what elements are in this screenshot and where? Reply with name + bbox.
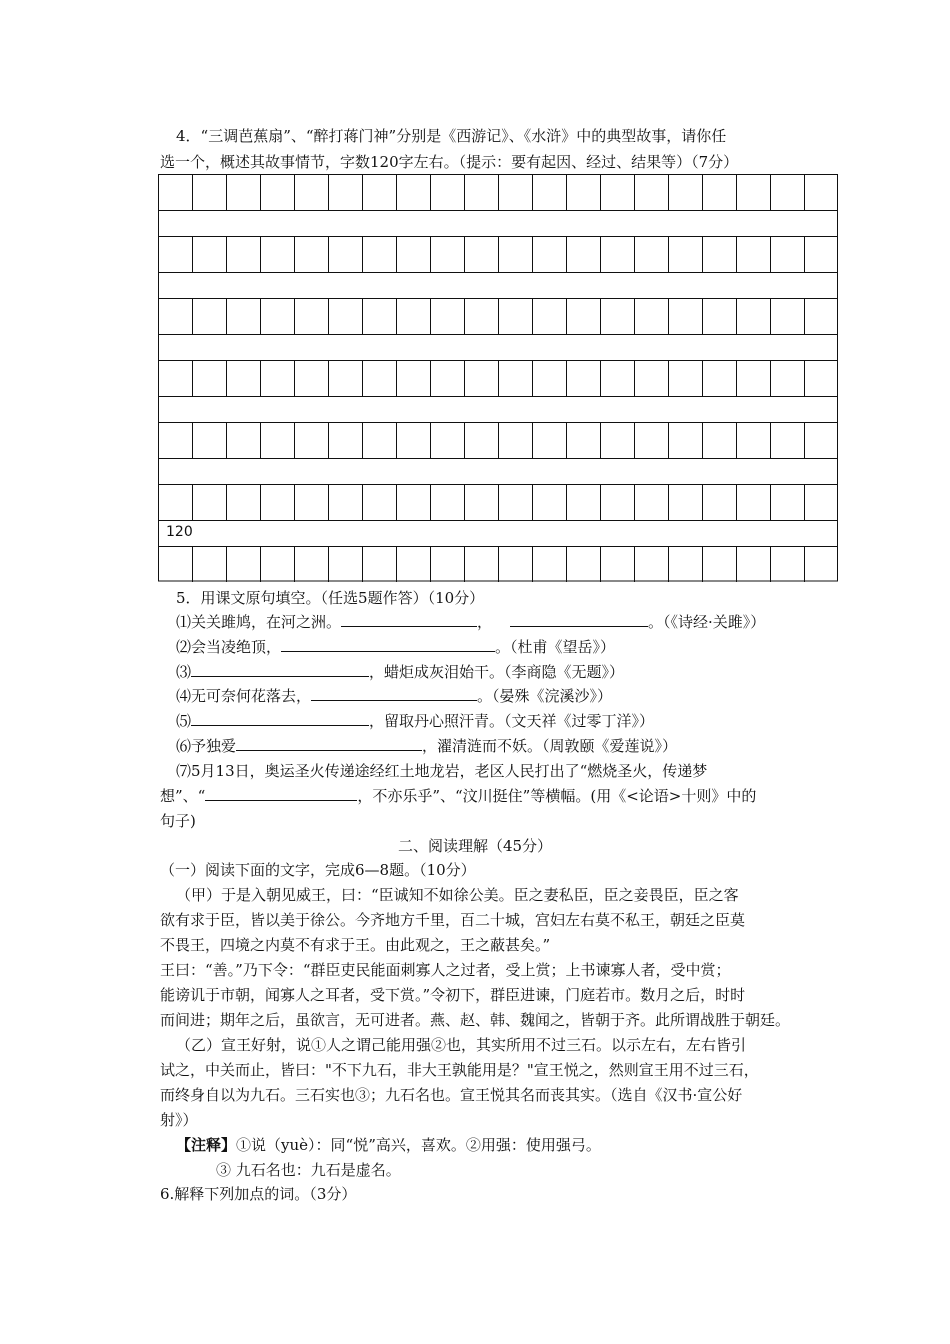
q5-item3-text-b: ，蜡炬成灰泪始干。（李商隐《无题》） bbox=[369, 663, 625, 681]
q5-item4-text-a: ⑷无可奈何花落去， bbox=[176, 687, 312, 705]
q5-item4-text-b: 。（晏殊《浣溪沙》） bbox=[477, 687, 613, 705]
q4-line2: 选一个，概述其故事情节，字数120字左右。（提示：要有起因、经过、结果等）（7分） bbox=[160, 153, 739, 171]
q5-item6 bbox=[176, 736, 677, 756]
q5-item1-text-b: ， bbox=[477, 613, 493, 631]
grid-count-marker: 120 bbox=[166, 524, 193, 540]
q5-item7-text-b: ，不亦乐乎”、“汶川挺住”等横幅。(用《<论语>十则》中的 bbox=[357, 787, 757, 805]
q5-item1-blank-2[interactable] bbox=[510, 612, 648, 627]
writing-grid-lines bbox=[158, 174, 838, 582]
q4-line1: 4．“三调芭蕉扇”、“醉打蒋门神”分别是《西游记》、《水浒》中的典型故事，请你任 bbox=[176, 127, 727, 145]
q5-item6-text-a: ⑹予独爱 bbox=[176, 737, 237, 755]
section2-title: 二、阅读理解（45分） bbox=[397, 837, 553, 855]
q5-item2-text-a: ⑵会当凌绝顶， bbox=[176, 638, 282, 656]
passage-jia-line4: 王曰：“善。”乃下令：“群臣吏民能面刺寡人之过者，受上赏；上书谏寡人者，受中赏； bbox=[160, 961, 731, 979]
q5-item3 bbox=[176, 662, 624, 682]
passage-yi-line3: 而终身自以为九石。三石实也③；九石名也。宣王悦其名而丧其实。（选自《汉书·宣公好 bbox=[160, 1086, 743, 1104]
q5-item2-text-b: 。（杜甫《望岳》） bbox=[495, 638, 616, 656]
passage-jia-line5: 能谤讥于市朝，闻寡人之耳者，受下赏。”令初下，群臣进谏，门庭若市。数月之后，时时 bbox=[160, 986, 746, 1004]
q5-item7-line2 bbox=[160, 786, 756, 806]
q5-item3-text-a: ⑶ bbox=[176, 663, 192, 681]
q5-item2-blank[interactable] bbox=[281, 637, 495, 652]
writing-grid[interactable] bbox=[158, 174, 838, 582]
passage-jia-line3: 不畏王，四境之内莫不有求于王。由此观之，王之蔽甚矣。” bbox=[160, 936, 551, 954]
q5-item4 bbox=[176, 686, 612, 706]
q5-item5-text-b: ，留取丹心照汗青。（文天祥《过零丁洋》） bbox=[369, 712, 655, 730]
q5-item1-blank-1[interactable] bbox=[341, 612, 477, 627]
q5-item4-blank[interactable] bbox=[311, 686, 477, 701]
q5-item1 bbox=[176, 612, 765, 632]
notes-text-1: ①说（yuè）：同“悦”高兴，喜欢。②用强：使用强弓。 bbox=[236, 1136, 601, 1154]
q5-item6-text-b: ，濯清涟而不妖。（周敦颐《爱莲说》） bbox=[422, 737, 678, 755]
q5-title: 5．用课文原句填空。（任选5题作答）（10分） bbox=[176, 589, 485, 607]
q5-item7-line3: 句子) bbox=[160, 812, 196, 830]
section2-part1: （一）阅读下面的文字，完成6—8题。（10分） bbox=[160, 861, 476, 879]
q5-item3-blank[interactable] bbox=[191, 662, 369, 677]
passage-jia-line2: 欲有求于臣，皆以美于徐公。今齐地方千里，百二十城，宫妇左右莫不私王，朝廷之臣莫 bbox=[160, 911, 746, 929]
q5-item7-line1: ⑺5月13日，奥运圣火传递途经红土地龙岩，老区人民打出了“燃烧圣火，传递梦 bbox=[176, 762, 708, 780]
passage-jia-line6: 而间进；期年之后，虽欲言，无可进者。燕、赵、韩、魏闻之，皆朝于齐。此所谓战胜于朝廷。 bbox=[160, 1011, 791, 1029]
passage-yi-line2: 试之，中关而止，皆曰："不下九石，非大王孰能用是？"宣王悦之，然则宣王用不过三石， bbox=[160, 1061, 759, 1079]
q6-title: 6.解释下列加点的词。（3分） bbox=[160, 1185, 357, 1203]
q5-item6-blank[interactable] bbox=[236, 736, 422, 751]
q5-item7-text-a: 想”、“ bbox=[160, 787, 206, 805]
q5-item1-text-a: ⑴关关雎鸠，在河之洲。 bbox=[176, 613, 342, 631]
notes-label: 【注释】 bbox=[176, 1136, 237, 1154]
q5-item1-text-c: 。（《诗经·关雎》） bbox=[648, 613, 766, 631]
passage-yi-line1: （乙）宣王好射，说①人之谓己能用强②也，其实所用不过三石。以示左右，左右皆引 bbox=[176, 1036, 747, 1054]
q5-item2 bbox=[176, 637, 615, 657]
notes-line2: ③ 九石名也：九石是虚名。 bbox=[216, 1161, 401, 1179]
q5-item5 bbox=[176, 711, 654, 731]
passage-yi-line4: 射》） bbox=[160, 1111, 198, 1129]
q5-item7-blank[interactable] bbox=[205, 786, 357, 801]
q5-item5-text-a: ⑸ bbox=[176, 712, 192, 730]
q5-item5-blank[interactable] bbox=[191, 711, 369, 726]
passage-jia-line1: （甲）于是入朝见威王，曰：“臣诚知不如徐公美。臣之妻私臣，臣之妾畏臣，臣之客 bbox=[176, 886, 739, 904]
notes-line1 bbox=[176, 1135, 601, 1155]
